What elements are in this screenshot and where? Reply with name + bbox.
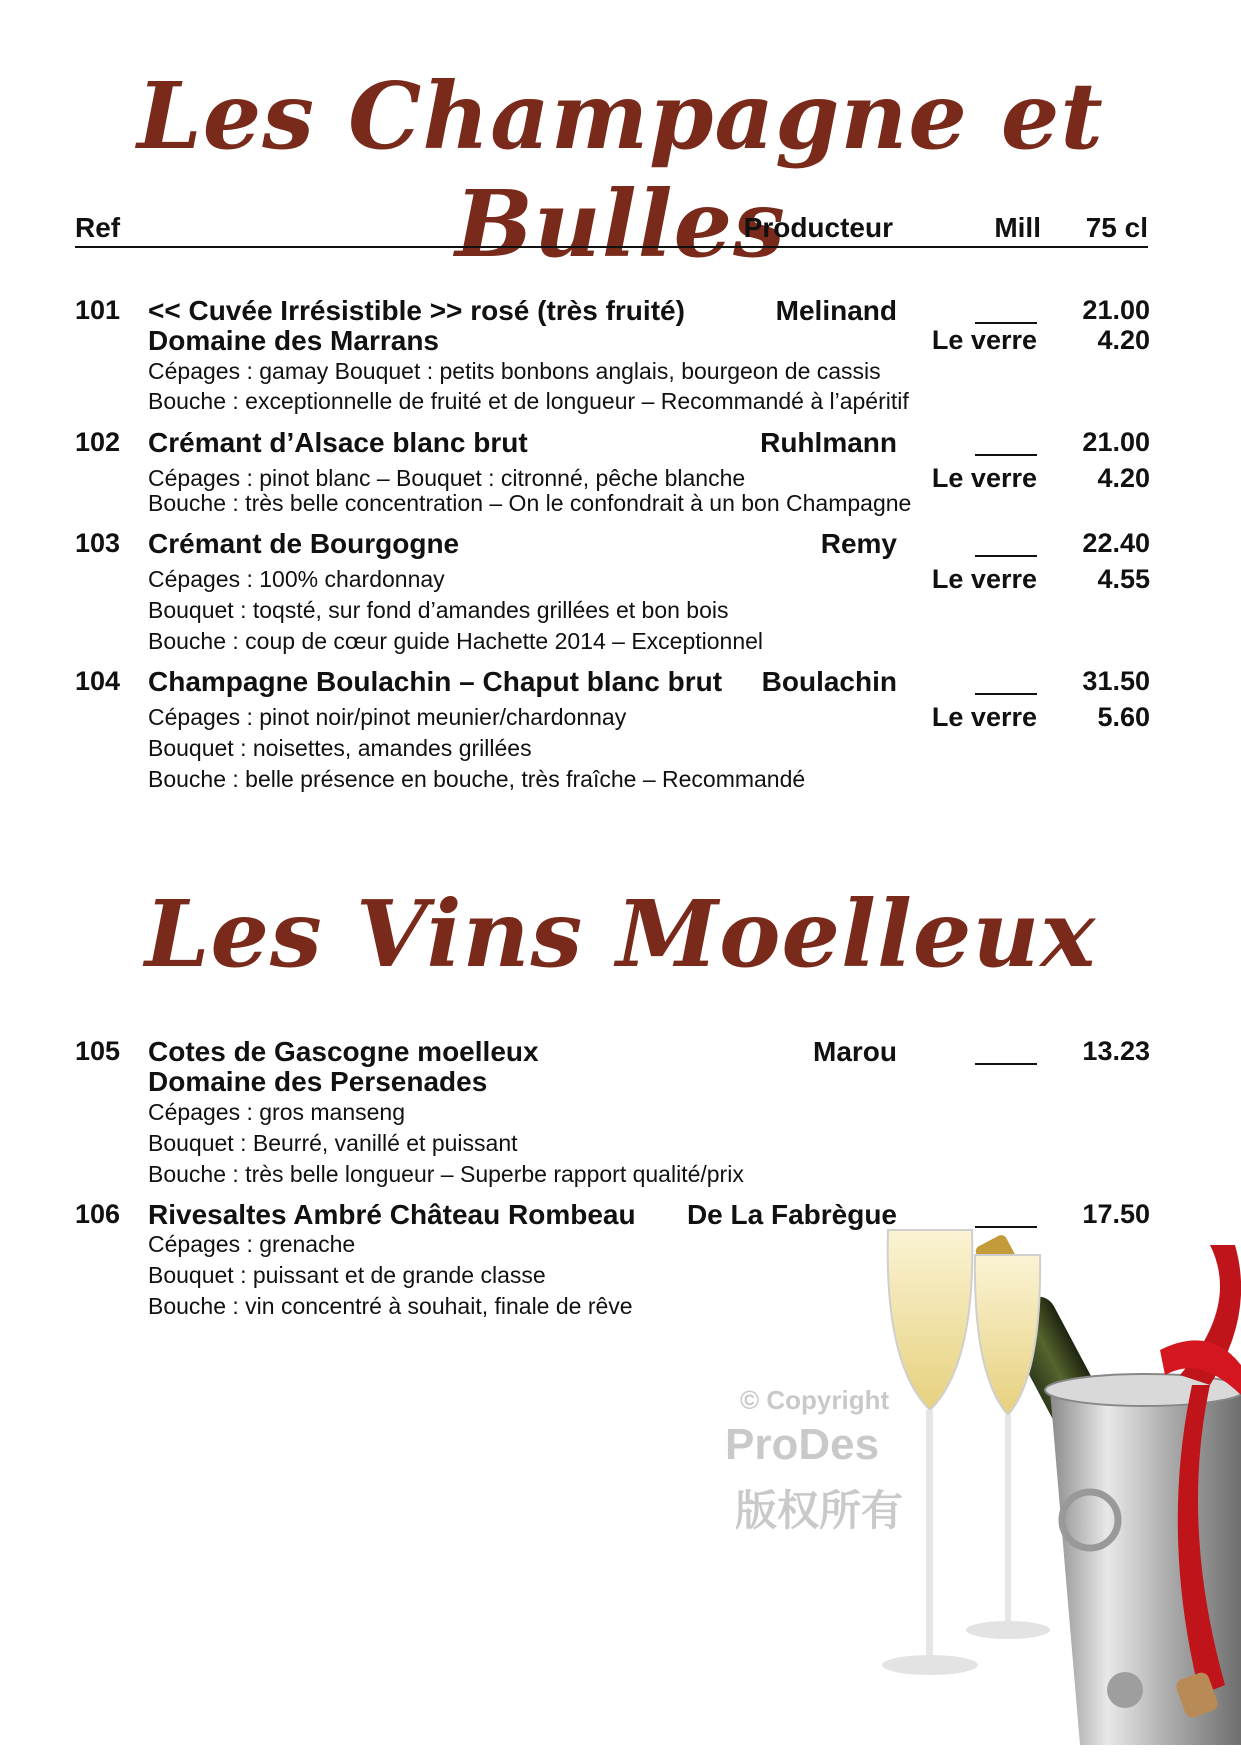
mill-blank bbox=[975, 427, 1037, 456]
section-title-moelleux: Les Vins Moelleux bbox=[144, 880, 1097, 988]
glass-label: Le verre bbox=[931, 463, 1037, 493]
wine-producer: Ruhlmann bbox=[760, 427, 897, 458]
wine-detail: Bouquet : Beurré, vanillé et puissant bbox=[148, 1130, 518, 1156]
wine-ref: 104 bbox=[75, 666, 121, 696]
glass-label: Le verre bbox=[931, 564, 1037, 594]
wine-price: 31.50 bbox=[1082, 666, 1150, 696]
glass-price: 5.60 bbox=[1097, 702, 1150, 732]
wine-detail: Cépages : pinot noir/pinot meunier/chardonnay bbox=[148, 704, 627, 730]
mill-blank bbox=[975, 1199, 1037, 1228]
wine-detail: Bouquet : noisettes, amandes grillées bbox=[148, 735, 532, 761]
glass-price: 4.20 bbox=[1097, 325, 1150, 355]
wine-detail: Cépages : gros manseng bbox=[148, 1099, 405, 1125]
wine-ref: 102 bbox=[75, 427, 121, 457]
mill-blank bbox=[975, 528, 1037, 557]
wine-detail: Bouche : très belle concentration – On le confondrait à un bon Champagne bbox=[148, 490, 912, 516]
header-producer: Producteur bbox=[743, 212, 893, 243]
wine-detail: Bouquet : toqsté, sur fond d’amandes grillées et bon bois bbox=[148, 597, 729, 623]
wine-price: 17.50 bbox=[1082, 1199, 1150, 1229]
wine-detail: Bouche : exceptionnelle de fruité et de longueur – Recommandé à l’apéritif bbox=[148, 388, 909, 414]
glass-label: Le verre bbox=[931, 325, 1037, 355]
wine-name: Cotes de Gascogne moelleux bbox=[148, 1036, 539, 1067]
wine-producer: Melinand bbox=[775, 295, 897, 326]
wine-price: 21.00 bbox=[1082, 427, 1150, 457]
header-mill: Mill bbox=[994, 212, 1041, 243]
wine-ref: 103 bbox=[75, 528, 121, 558]
wine-subname: Domaine des Persenades bbox=[148, 1066, 488, 1097]
wine-ref: 106 bbox=[75, 1199, 121, 1229]
wine-detail: Bouche : belle présence en bouche, très fraîche – Recommandé bbox=[148, 766, 806, 792]
header-price: 75 cl bbox=[1085, 212, 1148, 243]
champagne-glasses-and-ice-bucket-icon bbox=[880, 1225, 1241, 1754]
section-title-champagne: Les Champagne et Bulles bbox=[137, 62, 1104, 278]
wine-producer: De La Fabrègue bbox=[686, 1199, 897, 1230]
column-header-row bbox=[75, 210, 1148, 248]
wine-name: Rivesaltes Ambré Château Rombeau bbox=[148, 1199, 636, 1230]
wine-producer: Boulachin bbox=[761, 666, 897, 697]
glass-label: Le verre bbox=[931, 702, 1037, 732]
wine-name: << Cuvée Irrésistible >> rosé (très fruité) bbox=[148, 295, 685, 326]
watermark-copyright: © Copyright bbox=[740, 1385, 890, 1415]
wine-price: 22.40 bbox=[1082, 528, 1150, 558]
wine-ref: 101 bbox=[75, 295, 121, 325]
watermark-brand: ProDes bbox=[725, 1420, 880, 1469]
wine-name: Champagne Boulachin – Chaput blanc brut bbox=[148, 666, 723, 697]
header-ref: Ref bbox=[75, 212, 121, 243]
wine-detail: Cépages : gamay Bouquet : petits bonbons anglais, bourgeon de cassis bbox=[148, 358, 881, 384]
wine-producer: Remy bbox=[820, 528, 897, 559]
wine-detail: Cépages : pinot blanc – Bouquet : citronné, pêche blanche bbox=[148, 465, 746, 491]
watermark-chinese: 版权所有 bbox=[735, 1487, 904, 1534]
wine-detail: Bouquet : puissant et de grande classe bbox=[148, 1262, 546, 1288]
wine-subname: Domaine des Marrans bbox=[148, 325, 439, 356]
wine-ref: 105 bbox=[75, 1036, 121, 1066]
wine-name: Crémant d’Alsace blanc brut bbox=[148, 427, 528, 458]
wine-detail: Bouche : très belle longueur – Superbe rapport qualité/prix bbox=[148, 1161, 744, 1187]
mill-blank bbox=[975, 666, 1037, 695]
wine-detail: Bouche : coup de cœur guide Hachette 2014 – Exceptionnel bbox=[148, 628, 764, 654]
wine-price: 13.23 bbox=[1082, 1036, 1150, 1066]
wine-detail: Cépages : 100% chardonnay bbox=[148, 566, 445, 592]
wine-detail: Cépages : grenache bbox=[148, 1231, 356, 1257]
wine-detail: Bouche : vin concentré à souhait, finale de rêve bbox=[148, 1293, 633, 1319]
mill-blank bbox=[975, 295, 1037, 324]
glass-price: 4.55 bbox=[1097, 564, 1150, 594]
mill-blank bbox=[975, 1036, 1037, 1065]
wine-producer: Marou bbox=[813, 1036, 897, 1067]
wine-name: Crémant de Bourgogne bbox=[148, 528, 460, 559]
glass-price: 4.20 bbox=[1097, 463, 1150, 493]
wine-price: 21.00 bbox=[1082, 295, 1150, 325]
